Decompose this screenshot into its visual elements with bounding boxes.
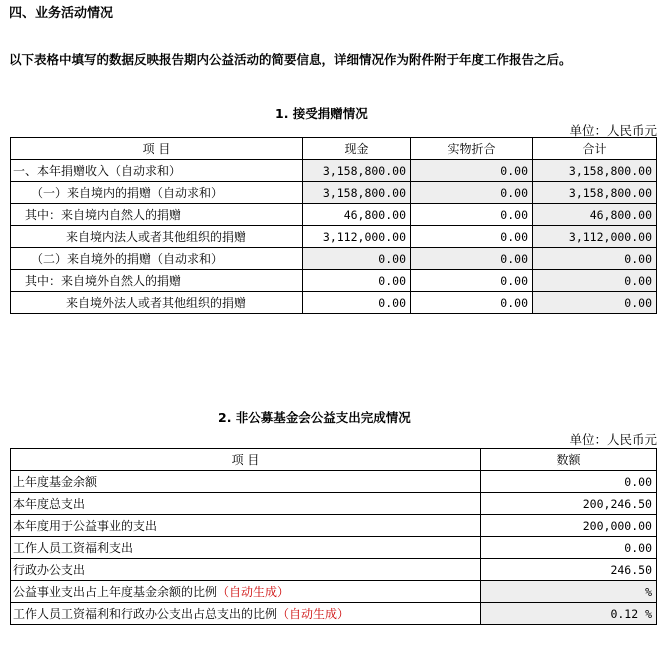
cash-cell: 3,158,800.00 [303, 182, 411, 204]
table-row [11, 204, 657, 226]
table-header-row [11, 449, 657, 471]
total-cell: 46,800.00 [533, 204, 657, 226]
row-label: 其中：来自境内自然人的捐赠 [11, 204, 303, 226]
amount-cell[interactable]: 246.50 [481, 559, 657, 581]
row-label [11, 603, 481, 625]
row-label: 上年度基金余额 [11, 471, 481, 493]
row-label: （一）来自境内的捐赠（自动求和） [11, 182, 303, 204]
table1-unit: 单位：人民币元 [569, 123, 657, 138]
section-heading: 四、业务活动情况 [9, 6, 114, 21]
ratio-cell: % [481, 581, 657, 603]
row-label: 本年度用于公益事业的支出 [11, 515, 481, 537]
table1-title: 1. 接受捐赠情况 [275, 106, 368, 121]
table2-title: 2. 非公募基金会公益支出完成情况 [218, 410, 411, 425]
table-row [11, 559, 657, 581]
table-row [11, 493, 657, 515]
row-label-text: 工作人员工资福利和行政办公支出占总支出的比例 [13, 607, 278, 621]
auto-generated-note: （自动生成） [217, 585, 290, 599]
donation-table [10, 137, 657, 314]
row-label: 其中：来自境外自然人的捐赠 [11, 270, 303, 292]
expenditure-table [10, 448, 657, 625]
row-label-text: 公益事业支出占上年度基金余额的比例 [13, 585, 218, 599]
row-label: 行政办公支出 [11, 559, 481, 581]
table-row [11, 248, 657, 270]
goods-cell[interactable]: 0.00 [411, 204, 533, 226]
total-cell: 0.00 [533, 292, 657, 314]
table-row [11, 182, 657, 204]
row-label: 来自境内法人或者其他组织的捐赠 [11, 226, 303, 248]
cash-cell[interactable]: 3,112,000.00 [303, 226, 411, 248]
goods-cell[interactable]: 0.00 [411, 226, 533, 248]
amount-cell[interactable]: 200,246.50 [481, 493, 657, 515]
table-row [11, 160, 657, 182]
table-header-row [11, 138, 657, 160]
column-header-item: 项 目 [11, 449, 481, 471]
amount-cell[interactable]: 200,000.00 [481, 515, 657, 537]
ratio-cell: 0.12 % [481, 603, 657, 625]
table-row [11, 270, 657, 292]
amount-cell[interactable]: 0.00 [481, 537, 657, 559]
auto-generated-note: （自动生成） [277, 607, 350, 621]
table-row [11, 537, 657, 559]
amount-cell[interactable]: 0.00 [481, 471, 657, 493]
cash-cell[interactable]: 46,800.00 [303, 204, 411, 226]
intro-text: 以下表格中填写的数据反映报告期内公益活动的简要信息，详细情况作为附件附于年度工作报告之后。 [9, 52, 572, 67]
row-label [11, 581, 481, 603]
total-cell: 3,158,800.00 [533, 160, 657, 182]
goods-cell: 0.00 [411, 182, 533, 204]
table-row [11, 226, 657, 248]
row-label: 来自境外法人或者其他组织的捐赠 [11, 292, 303, 314]
table-row [11, 515, 657, 537]
cash-cell: 3,158,800.00 [303, 160, 411, 182]
cash-cell: 0.00 [303, 248, 411, 270]
total-cell: 3,158,800.00 [533, 182, 657, 204]
column-header-total: 合计 [533, 138, 657, 160]
cash-cell[interactable]: 0.00 [303, 270, 411, 292]
row-label: 工作人员工资福利支出 [11, 537, 481, 559]
total-cell: 0.00 [533, 248, 657, 270]
column-header-goods: 实物折合 [411, 138, 533, 160]
table-row [11, 603, 657, 625]
table-row [11, 292, 657, 314]
goods-cell[interactable]: 0.00 [411, 292, 533, 314]
goods-cell: 0.00 [411, 160, 533, 182]
table-row [11, 471, 657, 493]
column-header-amount: 数额 [481, 449, 657, 471]
goods-cell[interactable]: 0.00 [411, 270, 533, 292]
column-header-cash: 现金 [303, 138, 411, 160]
row-label: （二）来自境外的捐赠（自动求和） [11, 248, 303, 270]
row-label: 一、本年捐赠收入（自动求和） [11, 160, 303, 182]
table-row [11, 581, 657, 603]
table2-unit: 单位：人民币元 [569, 432, 657, 447]
total-cell: 3,112,000.00 [533, 226, 657, 248]
total-cell: 0.00 [533, 270, 657, 292]
goods-cell: 0.00 [411, 248, 533, 270]
column-header-item: 项 目 [11, 138, 303, 160]
row-label: 本年度总支出 [11, 493, 481, 515]
cash-cell[interactable]: 0.00 [303, 292, 411, 314]
